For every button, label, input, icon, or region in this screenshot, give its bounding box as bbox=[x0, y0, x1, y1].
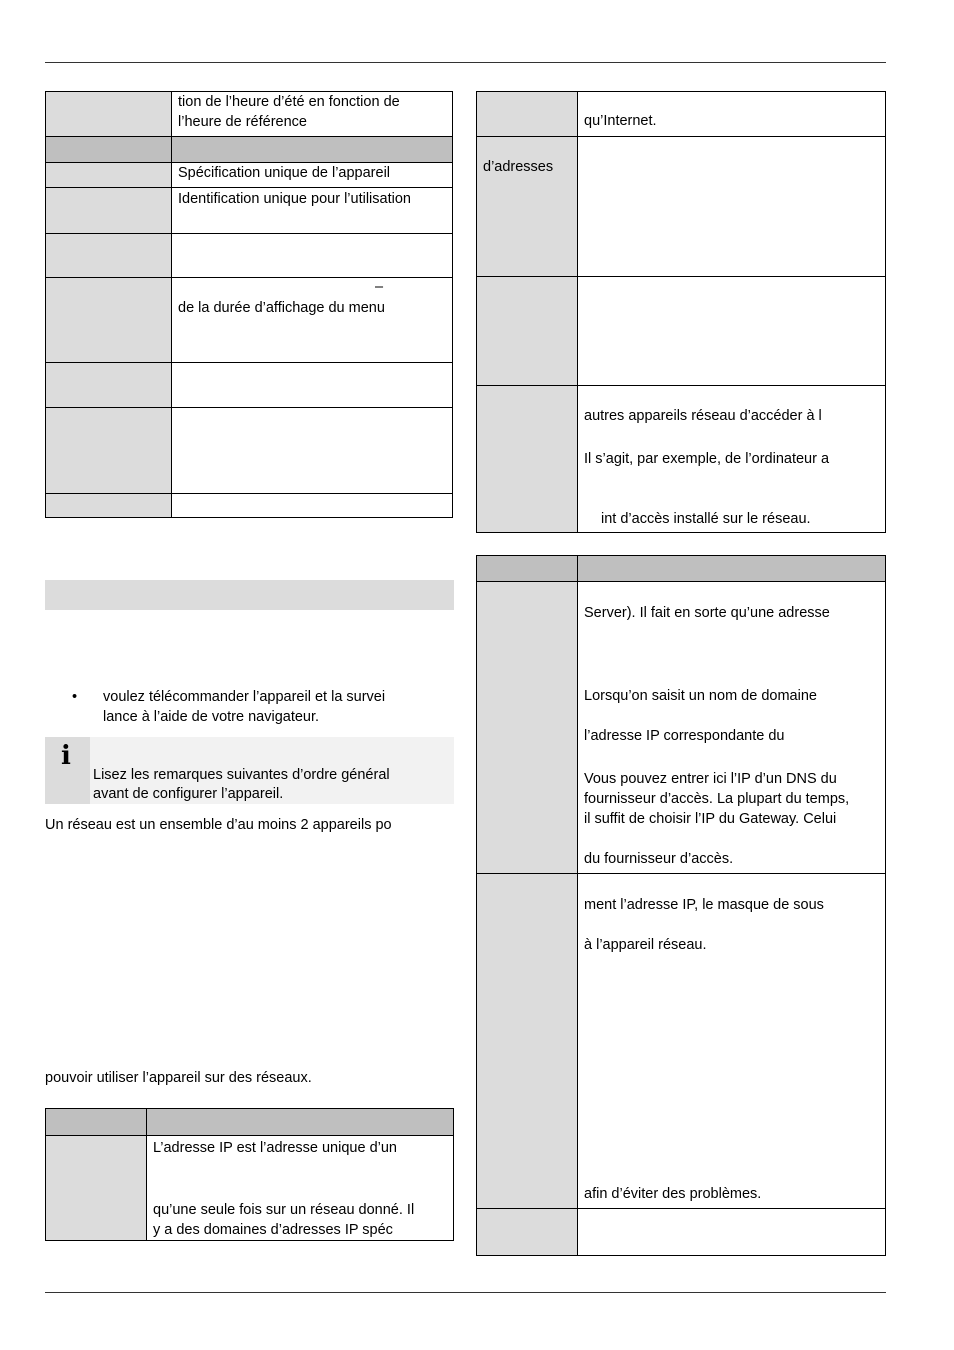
footer-rule bbox=[45, 1292, 886, 1293]
table-header-row bbox=[46, 136, 452, 162]
cell-text: fournisseur d’accès. La plupart du temps, bbox=[584, 791, 850, 807]
cell-text: Il s’agit, par exemple, de l’ordinateur a bbox=[584, 451, 830, 467]
cell-text: autres appareils réseau d’accéder à l bbox=[584, 408, 822, 424]
table-row bbox=[46, 277, 452, 362]
cell-text: Lorsqu’on saisit un nom de domaine bbox=[584, 688, 817, 704]
cell-text: Spécification unique de l’appareil bbox=[178, 165, 391, 181]
header-rule bbox=[45, 62, 886, 63]
table-row bbox=[477, 1208, 885, 1255]
section-heading-bar bbox=[45, 580, 454, 610]
cell-text: Vous pouvez entrer ici l’IP d’un DNS du bbox=[584, 771, 837, 787]
table-row bbox=[46, 1135, 453, 1240]
cell-text: int d’accès installé sur le réseau. bbox=[601, 511, 811, 527]
cell-text: – bbox=[375, 279, 384, 295]
cell-text: tion de l’heure d’été en fonction de bbox=[178, 94, 400, 110]
cell-text: il suffit de choisir l’IP du Gateway. Celui bbox=[584, 811, 837, 827]
info-text: avant de configurer l’appareil. bbox=[93, 786, 284, 802]
row-label: d’adresses bbox=[483, 159, 554, 175]
info-note bbox=[45, 737, 454, 804]
ip-table bbox=[45, 1108, 454, 1241]
table-header-row bbox=[46, 1109, 453, 1135]
info-text: Lisez les remarques suivantes d’ordre général bbox=[93, 767, 390, 783]
table-row bbox=[46, 493, 452, 517]
table-row bbox=[46, 92, 452, 136]
cell-text: ment l’adresse IP, le masque de sous bbox=[584, 897, 824, 913]
bullet-text: voulez télécommander l’appareil et la survei bbox=[103, 689, 386, 705]
info-glyph: i bbox=[61, 741, 71, 771]
cell-text: l’adresse IP correspondante du bbox=[584, 728, 785, 744]
table-row bbox=[477, 276, 885, 385]
bullet-symbol: • bbox=[72, 689, 78, 705]
cell-text: L’adresse IP est l’adresse unique d’un bbox=[153, 1140, 397, 1156]
table-row bbox=[46, 362, 452, 407]
body-paragraph: pouvoir utiliser l’appareil sur des réseaux. bbox=[45, 1070, 312, 1086]
cell-text: de la durée d’affichage du menu bbox=[178, 300, 385, 316]
cell-text: qu’une seule fois sur un réseau donné. Il bbox=[153, 1202, 415, 1218]
cell-text: afin d’éviter des problèmes. bbox=[584, 1186, 762, 1202]
table-row bbox=[46, 407, 452, 493]
settings-table bbox=[45, 91, 453, 518]
table-header-row bbox=[477, 556, 885, 581]
table-row bbox=[46, 187, 452, 233]
table-row bbox=[477, 136, 885, 276]
network-table bbox=[476, 91, 886, 533]
table-row bbox=[477, 385, 885, 532]
cell-text: Server). Il fait en sorte qu’une adresse bbox=[584, 605, 830, 621]
bullet-text: lance à l’aide de votre navigateur. bbox=[103, 709, 320, 725]
cell-text: y a des domaines d’adresses IP spéc bbox=[153, 1222, 393, 1238]
cell-text: Identification unique pour l’utilisation bbox=[178, 191, 411, 207]
table-row bbox=[46, 233, 452, 277]
table-row bbox=[46, 162, 452, 187]
table-row bbox=[477, 581, 885, 873]
cell-text: l’heure de référence bbox=[178, 114, 307, 130]
dns-dhcp-table bbox=[476, 555, 886, 1256]
cell-text: à l’appareil réseau. bbox=[584, 937, 707, 953]
table-row bbox=[477, 92, 885, 136]
table-row bbox=[477, 873, 885, 1208]
body-paragraph: Un réseau est un ensemble d’au moins 2 appareils po bbox=[45, 817, 392, 833]
cell-text: qu’Internet. bbox=[584, 113, 657, 129]
info-icon bbox=[45, 737, 90, 804]
cell-text: du fournisseur d’accès. bbox=[584, 851, 734, 867]
